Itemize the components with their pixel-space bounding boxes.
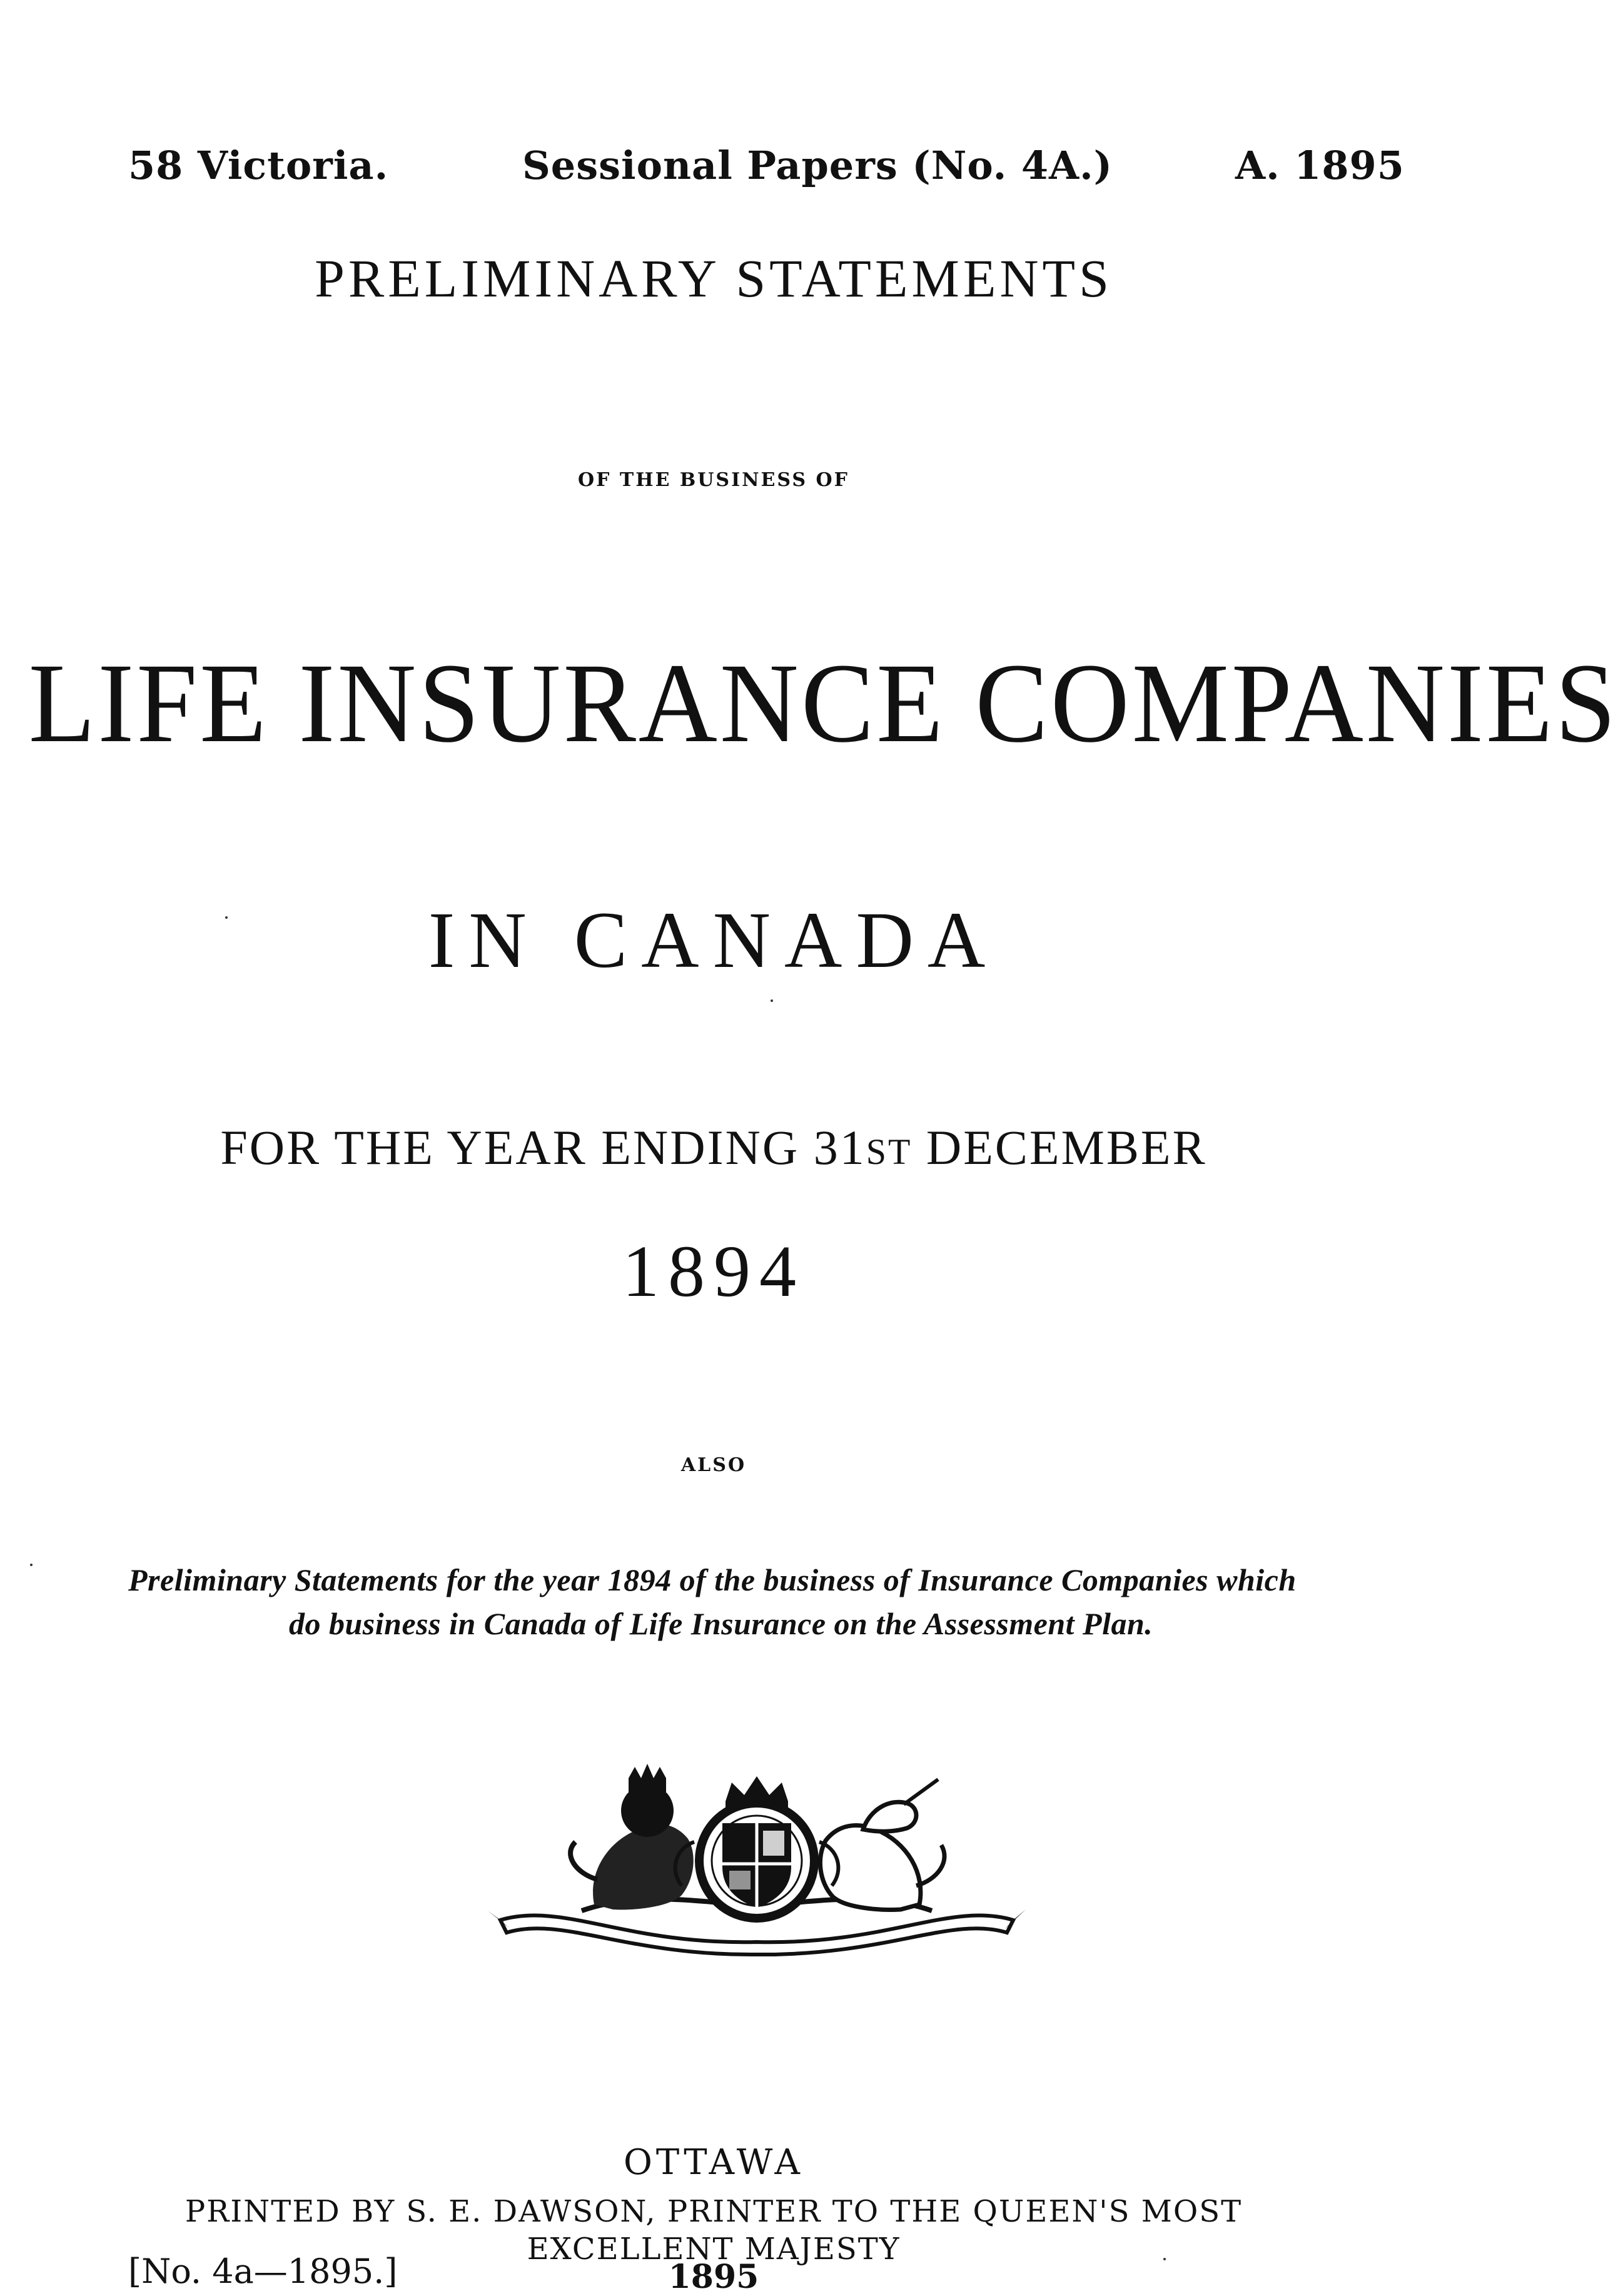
location-heading: IN CANADA [428, 896, 999, 984]
description-line-1: Preliminary Statements for the year 1894 of the business of Insurance Companies which [128, 1562, 1297, 1597]
imprint-year: 1895 [668, 2258, 759, 2296]
description-line-2: do business in Canada of Life Insurance on the Assessment Plan. [289, 1606, 1153, 1641]
report-year: 1894 [622, 1230, 805, 1312]
header-sessional-papers: Sessional Papers (No. 4A.) [522, 143, 1113, 188]
period-suffix: DECEMBER [912, 1120, 1207, 1175]
imprint-printer-line-1: PRINTED BY S. E. DAWSON, PRINTER TO THE QUEEN'S MOST [185, 2194, 1243, 2229]
also-label: ALSO [680, 1454, 747, 1476]
scan-speck [1163, 2258, 1166, 2260]
scan-speck [225, 916, 228, 919]
period-ordinal: ST [866, 1131, 913, 1172]
period-prefix: FOR THE YEAR ENDING 31 [220, 1120, 866, 1175]
of-the-business-of-label: OF THE BUSINESS OF [578, 469, 849, 491]
scan-speck [771, 999, 773, 1002]
header-right-year: A. 1895 [1235, 143, 1405, 188]
scan-speck [30, 1564, 33, 1566]
document-number: [No. 4a—1895.] [128, 2252, 398, 2291]
imprint-printer-line-2: EXCELLENT MAJESTY [527, 2232, 901, 2267]
period-heading [0, 1120, 1427, 1176]
header-left-session: 58 Victoria. [128, 143, 389, 188]
page-title: LIFE INSURANCE COMPANIES [28, 640, 1618, 766]
royal-coat-of-arms-icon [488, 1754, 1026, 1961]
imprint-city: OTTAWA [624, 2142, 804, 2183]
preliminary-statements-heading: PRELIMINARY STATEMENTS [315, 248, 1113, 308]
